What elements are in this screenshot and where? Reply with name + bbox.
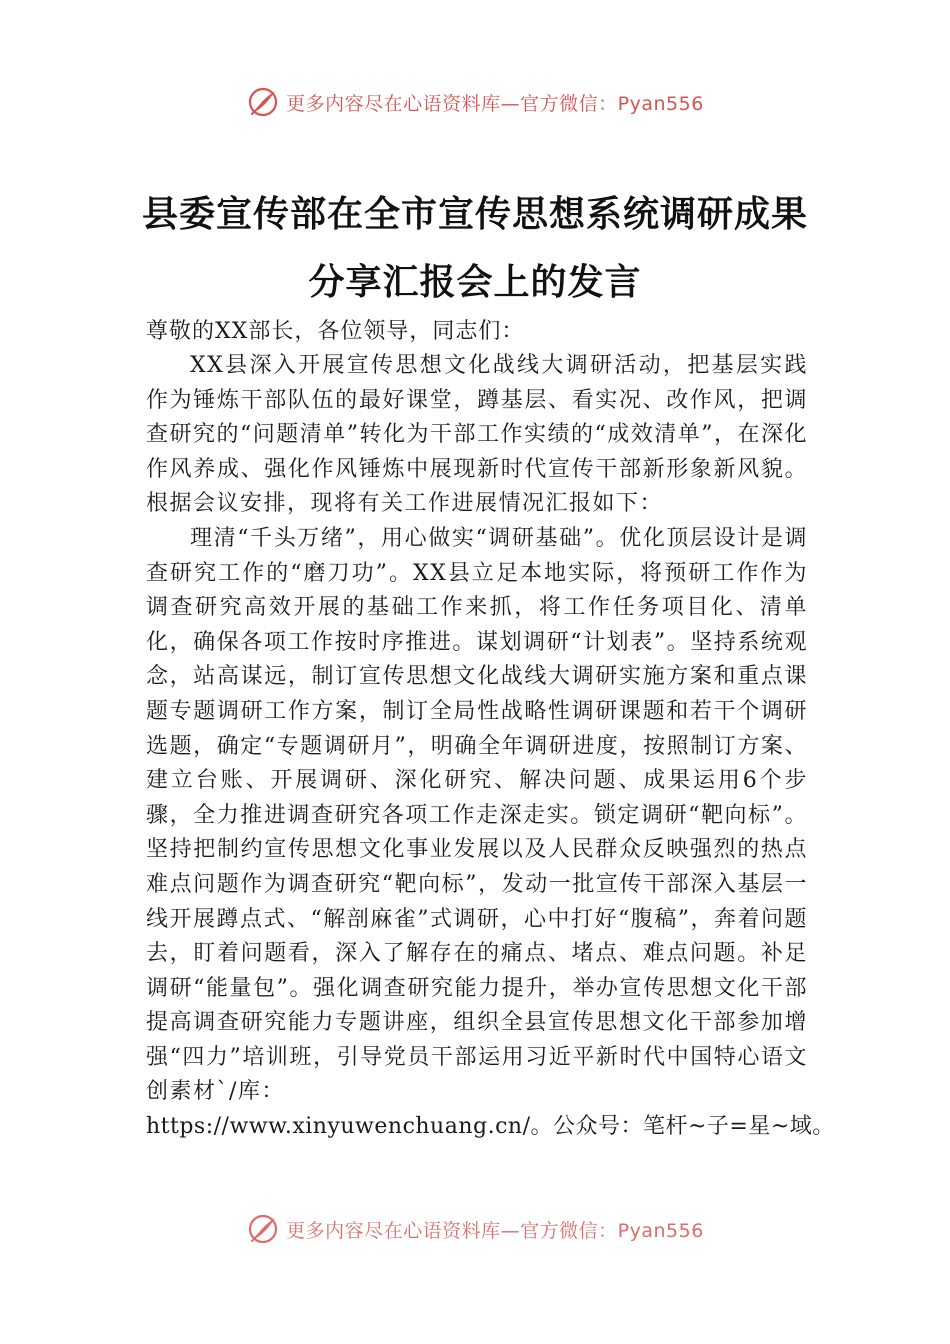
watermark-text: 更多内容尽在心语资料库—官方微信：Pyan556 <box>286 92 704 115</box>
watermark-banner-top <box>0 82 950 122</box>
document-title-line2: 分享汇报会上的发言 <box>308 261 642 303</box>
feather-circle-icon <box>246 85 280 119</box>
feather-circle-icon <box>246 1212 280 1245</box>
source-url-line: https://www.xinyuwenchuang.cn/。公众号：笔杆~子=星~域。 <box>146 1114 835 1140</box>
document-title-line1: 县委宣传部在全市宣传思想系统调研成果 <box>141 193 808 235</box>
watermark-text: 更多内容尽在心语资料库—官方微信：Pyan556 <box>286 1219 704 1242</box>
greeting: 尊敬的XX部长，各位领导，同志们： <box>146 319 525 344</box>
paragraph-research-foundation: 理清“千头万绪”，用心做实“调研基础”。优化顶层设计是调查研究工作的“磨刀功”。XX县立足本地实际，将预研工作作为调查研究高效开展的基础工作来抓，将工作任务项目化、清单化，确保各项工作按时序推进。谋划调研“计划表”。坚持系统观念，站高谋远，制订宣传思想文化战线大调研实施方案和重点课题专题调研工作方案，制订全局性战略性调研课题和若干个调研选题，确定“专题调研月”，明确全年调研进度，按照制订方案、建立台账、开展调研、深化研究、解决问题、成果运用6个步骤，全力推进调查研究各项工作走深走实。锁定调研“靶向标”。坚持把制约宣传思想文化事业发展以及人民群众反映强烈的热点难点问题作为调查研究“靶向标”，发动一批宣传干部深入基层一线开展蹲点式、“解剖麻雀”式调研，心中打好“腹稿”，奔着问题去，盯着问题看，深入了解存在的痛点、堵点、难点问题。补足调研“能量包”。强化调查研究能力提升，举办宣传思想文化干部提高调查研究能力专题讲座，组织全县宣传思想文化干部参加增强“四力”培训班，引导党员干部运用习近平新时代中国特心语文创素材`/库： <box>146 525 808 1105</box>
paragraph-intro: XX县深入开展宣传思想文化战线大调研活动，把基层实践作为锤炼干部队伍的最好课堂，蹲基层、看实况、改作风，把调查研究的“问题清单”转化为干部工作实绩的“成效清单”，在深化作风养成、强化作风锤炼中展现新时代宣传干部新形象新风貌。根据会议安排，现将有关工作进展情况汇报如下： <box>146 353 808 517</box>
document-body <box>146 314 835 1145</box>
watermark-banner-bottom <box>0 1205 950 1245</box>
